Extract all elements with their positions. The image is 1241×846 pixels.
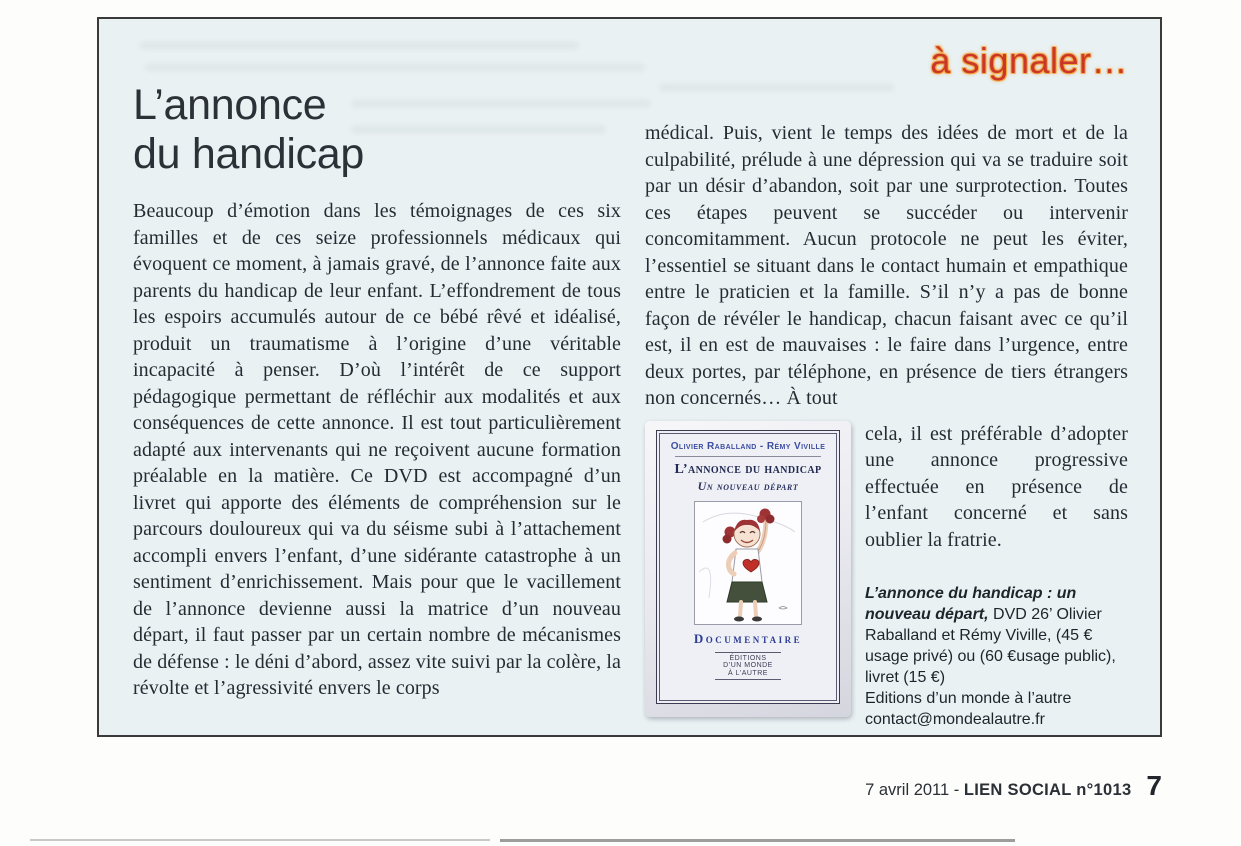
footer-date: 7 avril 2011 - <box>865 781 964 799</box>
dvd-cover-photo <box>645 421 851 717</box>
dvd-cover-divider <box>675 456 821 457</box>
scan-edge-artifact <box>500 839 1015 842</box>
article-panel <box>97 17 1162 737</box>
footer-journal-issue: LIEN SOCIAL n°1013 <box>963 781 1132 799</box>
dvd-cover-title: L’annonce du handicap <box>674 461 822 477</box>
print-bleed-artifact <box>145 63 645 72</box>
publisher-line: À L’AUTRE <box>728 669 768 677</box>
section-label: à signaler… <box>930 40 1128 81</box>
article-title <box>133 81 364 179</box>
column-right-wrapped-paragraph: cela, il est préférable d’adopter une annonce progressive effectuée en présence de l’enfant concerné et sans oublier la fratrie. <box>865 422 1128 551</box>
article-column-left: Beaucoup d’émotion dans les témoignages de ces six familles et de ces seize professionnels médicaux qui évoquent ce moment, à jamais gravé, de l’annonce faite aux parents du handicap de leur enfant. L’effondrement de tous les espoirs accumulés autour de ce bébé rêvé et idéalisé, produit un traumatisme à l’origine d’une véritable incapacité à penser. D’où l’intérêt de ce support pédagogique permettant de réfléchir aux modalités et aux conséquences de cette annonce. Il est tout particulièrement adapté aux intervenants qui ne reçoivent aucune formation préalable en la matière. Ce DVD est accompagné d’un livret qui apporte des éléments de compréhension sur le parcours douloureux qui va du séisme subi à l’attachement accompli envers l’enfant, d’une sidérante catastrophe à un sentiment d’enrichissement. Mais pour que le vacillement de l’annonce devienne aussi la matrice d’un nouveau départ, il faut passer par un certain nombre de mécanismes de défense : le déni d’abord, assez vite suivi par la colère, la révolte et l’agressivité envers le corps <box>133 200 621 699</box>
dvd-cover-genre: Documentaire <box>693 630 803 646</box>
column-right-wrap-area <box>865 421 1128 731</box>
article-title-line1: L’annonce <box>133 81 327 129</box>
dvd-cover-subtitle: Un nouveau départ <box>697 478 799 493</box>
scan-edge-artifact <box>30 839 490 841</box>
caption-credits: DVD 26’ Olivier Raballand et Rémy Viville, (45 € usage privé) ou (60 €usage public), livret (15 €) <box>865 606 1116 686</box>
print-bleed-artifact <box>351 125 606 134</box>
girl-illustration <box>694 501 802 625</box>
dvd-cover-authors: Olivier Raballand - Rémy Viville <box>670 440 826 452</box>
media-row <box>645 421 1128 731</box>
print-bleed-artifact <box>351 99 651 108</box>
dvd-caption <box>865 583 1128 730</box>
print-bleed-artifact <box>659 83 894 92</box>
footer-page-number: 7 <box>1146 770 1162 801</box>
article-column-right <box>645 120 1128 730</box>
dvd-cover <box>656 430 840 704</box>
publisher-line: D’UN MONDE <box>723 662 773 669</box>
article-title-line2: du handicap <box>133 130 365 178</box>
dvd-cover-publisher-logo <box>715 652 781 681</box>
caption-contact-email: contact@mondealautre.fr <box>865 711 1045 728</box>
caption-publisher: Editions d’un monde à l’autre <box>865 690 1072 707</box>
column-right-paragraph: médical. Puis, vient le temps des idées de mort et de la culpabilité, prélude à une dépression qui va se traduire soit par un désir d’abandon, soit par une surprotection. Toutes ces étapes peuvent se succéder ou intervenir concomitamment. Aucun protocole ne peut les éviter, l’essentiel se situant dans le contact humain et empathique entre le praticien et la famille. S’il n’y a pas de bonne façon de révéler le handicap, chacun faisant avec ce qu’il est, il en est de mauvaises : le faire dans l’urgence, entre deux portes, par téléphone, en présence de tiers étrangers non concernés… À tout <box>645 122 1128 409</box>
print-bleed-artifact <box>139 41 579 50</box>
page-footer <box>865 770 1162 802</box>
publisher-line: ÉDITIONS <box>729 654 767 662</box>
caption-title: L’annonce du handicap : un nouveau départ, <box>865 585 1077 623</box>
